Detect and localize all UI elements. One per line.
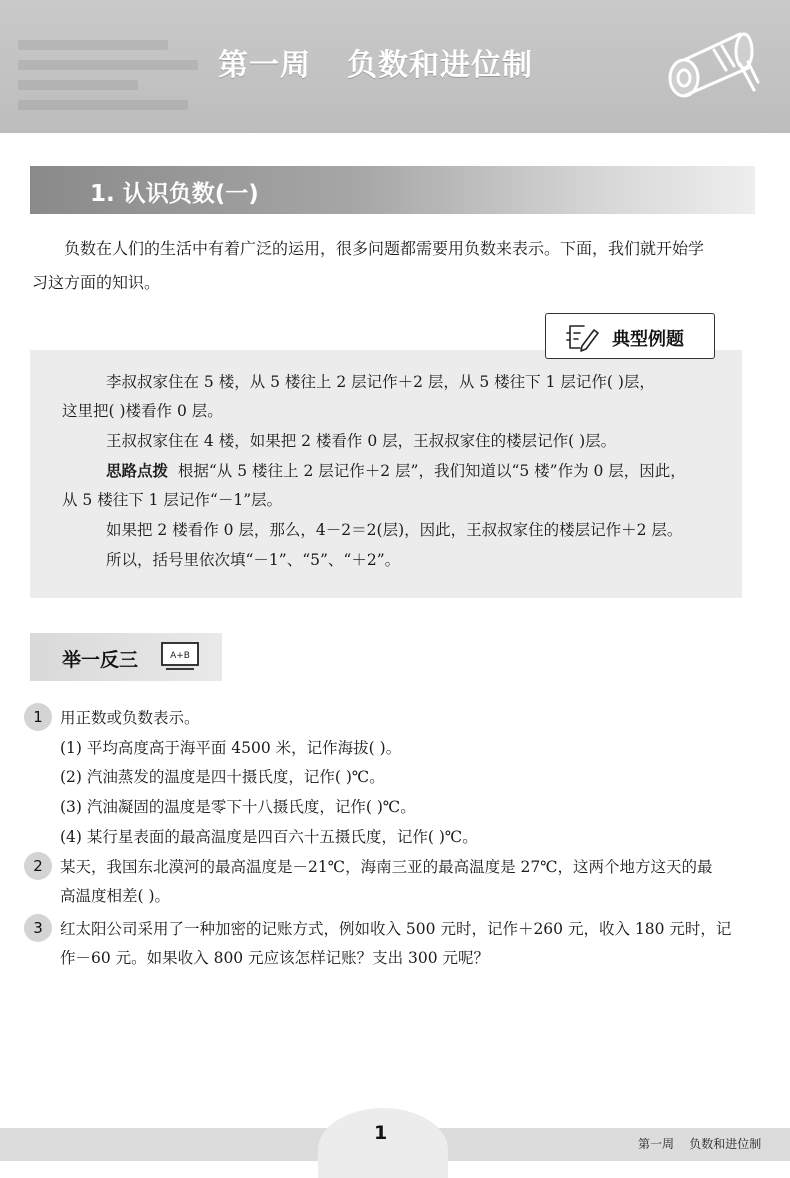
running-title: 第一周 负数和进位制	[638, 1137, 762, 1151]
question-text: 某天，我国东北漠河的最高温度是－21℃，海南三亚的最高温度是 27℃，这两个地方这天的最	[60, 858, 713, 876]
question-text: 作－60 元。如果收入 800 元应该怎样记账？支出 300 元呢？	[60, 949, 490, 967]
intro-line: 负数在人们的生活中有着广泛的运用，很多问题都需要用负数来表示。下面，我们就开始学	[64, 239, 705, 258]
example-line: 这里把( )楼看作 0 层。	[62, 402, 223, 420]
question-subitem: (2) 汽油蒸发的温度是四十摄氏度，记作( )℃。	[60, 768, 385, 786]
blackboard-icon	[160, 641, 200, 671]
hint-line	[106, 461, 686, 481]
week-label: 第一周	[218, 48, 311, 83]
header-decoration	[18, 30, 218, 120]
practice-title: 举一反三	[62, 649, 139, 671]
question-number: 2	[24, 852, 52, 880]
pencil-note-icon	[566, 322, 600, 352]
example-line: 所以，括号里依次填“－1”、“5”、“＋2”。	[106, 551, 401, 569]
example-line: 如果把 2 楼看作 0 层，那么，4－2＝2(层)，因此，王叔叔家住的楼层记作＋2 层。	[106, 521, 683, 539]
example-line: 从 5 楼往下 1 层记作“－1”层。	[62, 491, 283, 509]
page-title	[218, 40, 533, 84]
intro-paragraph	[32, 232, 760, 300]
example-badge	[545, 313, 715, 359]
page-number: 1	[374, 1122, 388, 1144]
question-subitem: (1) 平均高度高于海平面 4500 米，记作海拔( )。	[60, 739, 402, 757]
question-number: 3	[24, 914, 52, 942]
question-text: 用正数或负数表示。	[60, 709, 200, 727]
scroll-icon	[662, 20, 762, 110]
board-text: A+B	[170, 651, 190, 661]
question-text: 高温度相差( )。	[60, 887, 171, 905]
hint-label: 思路点拨	[106, 462, 169, 480]
intro-line: 习这方面的知识。	[32, 273, 161, 292]
question-number: 1	[24, 703, 52, 731]
question-subitem: (4) 某行星表面的最高温度是四百六十五摄氏度，记作( )℃。	[60, 828, 478, 846]
example-line: 李叔叔家住在 5 楼，从 5 楼往上 2 层记作＋2 层，从 5 楼往下 1 层记作( )层，	[106, 373, 655, 391]
section-title: 1. 认识负数(一)	[90, 181, 259, 207]
question-text: 红太阳公司采用了一种加密的记账方式，例如收入 500 元时，记作＋260 元，收入 180 元时，记	[60, 920, 732, 938]
example-line: 王叔叔家住在 4 楼，如果把 2 楼看作 0 层，王叔叔家住的楼层记作( )层。	[106, 432, 617, 450]
hint-text: 根据“从 5 楼往上 2 层记作＋2 层”，我们知道以“5 楼”作为 0 层，因此，	[177, 462, 686, 480]
example-badge-label: 典型例题	[612, 329, 684, 350]
topic-title: 负数和进位制	[347, 48, 533, 83]
question-subitem: (3) 汽油凝固的温度是零下十八摄氏度，记作( )℃。	[60, 798, 416, 816]
